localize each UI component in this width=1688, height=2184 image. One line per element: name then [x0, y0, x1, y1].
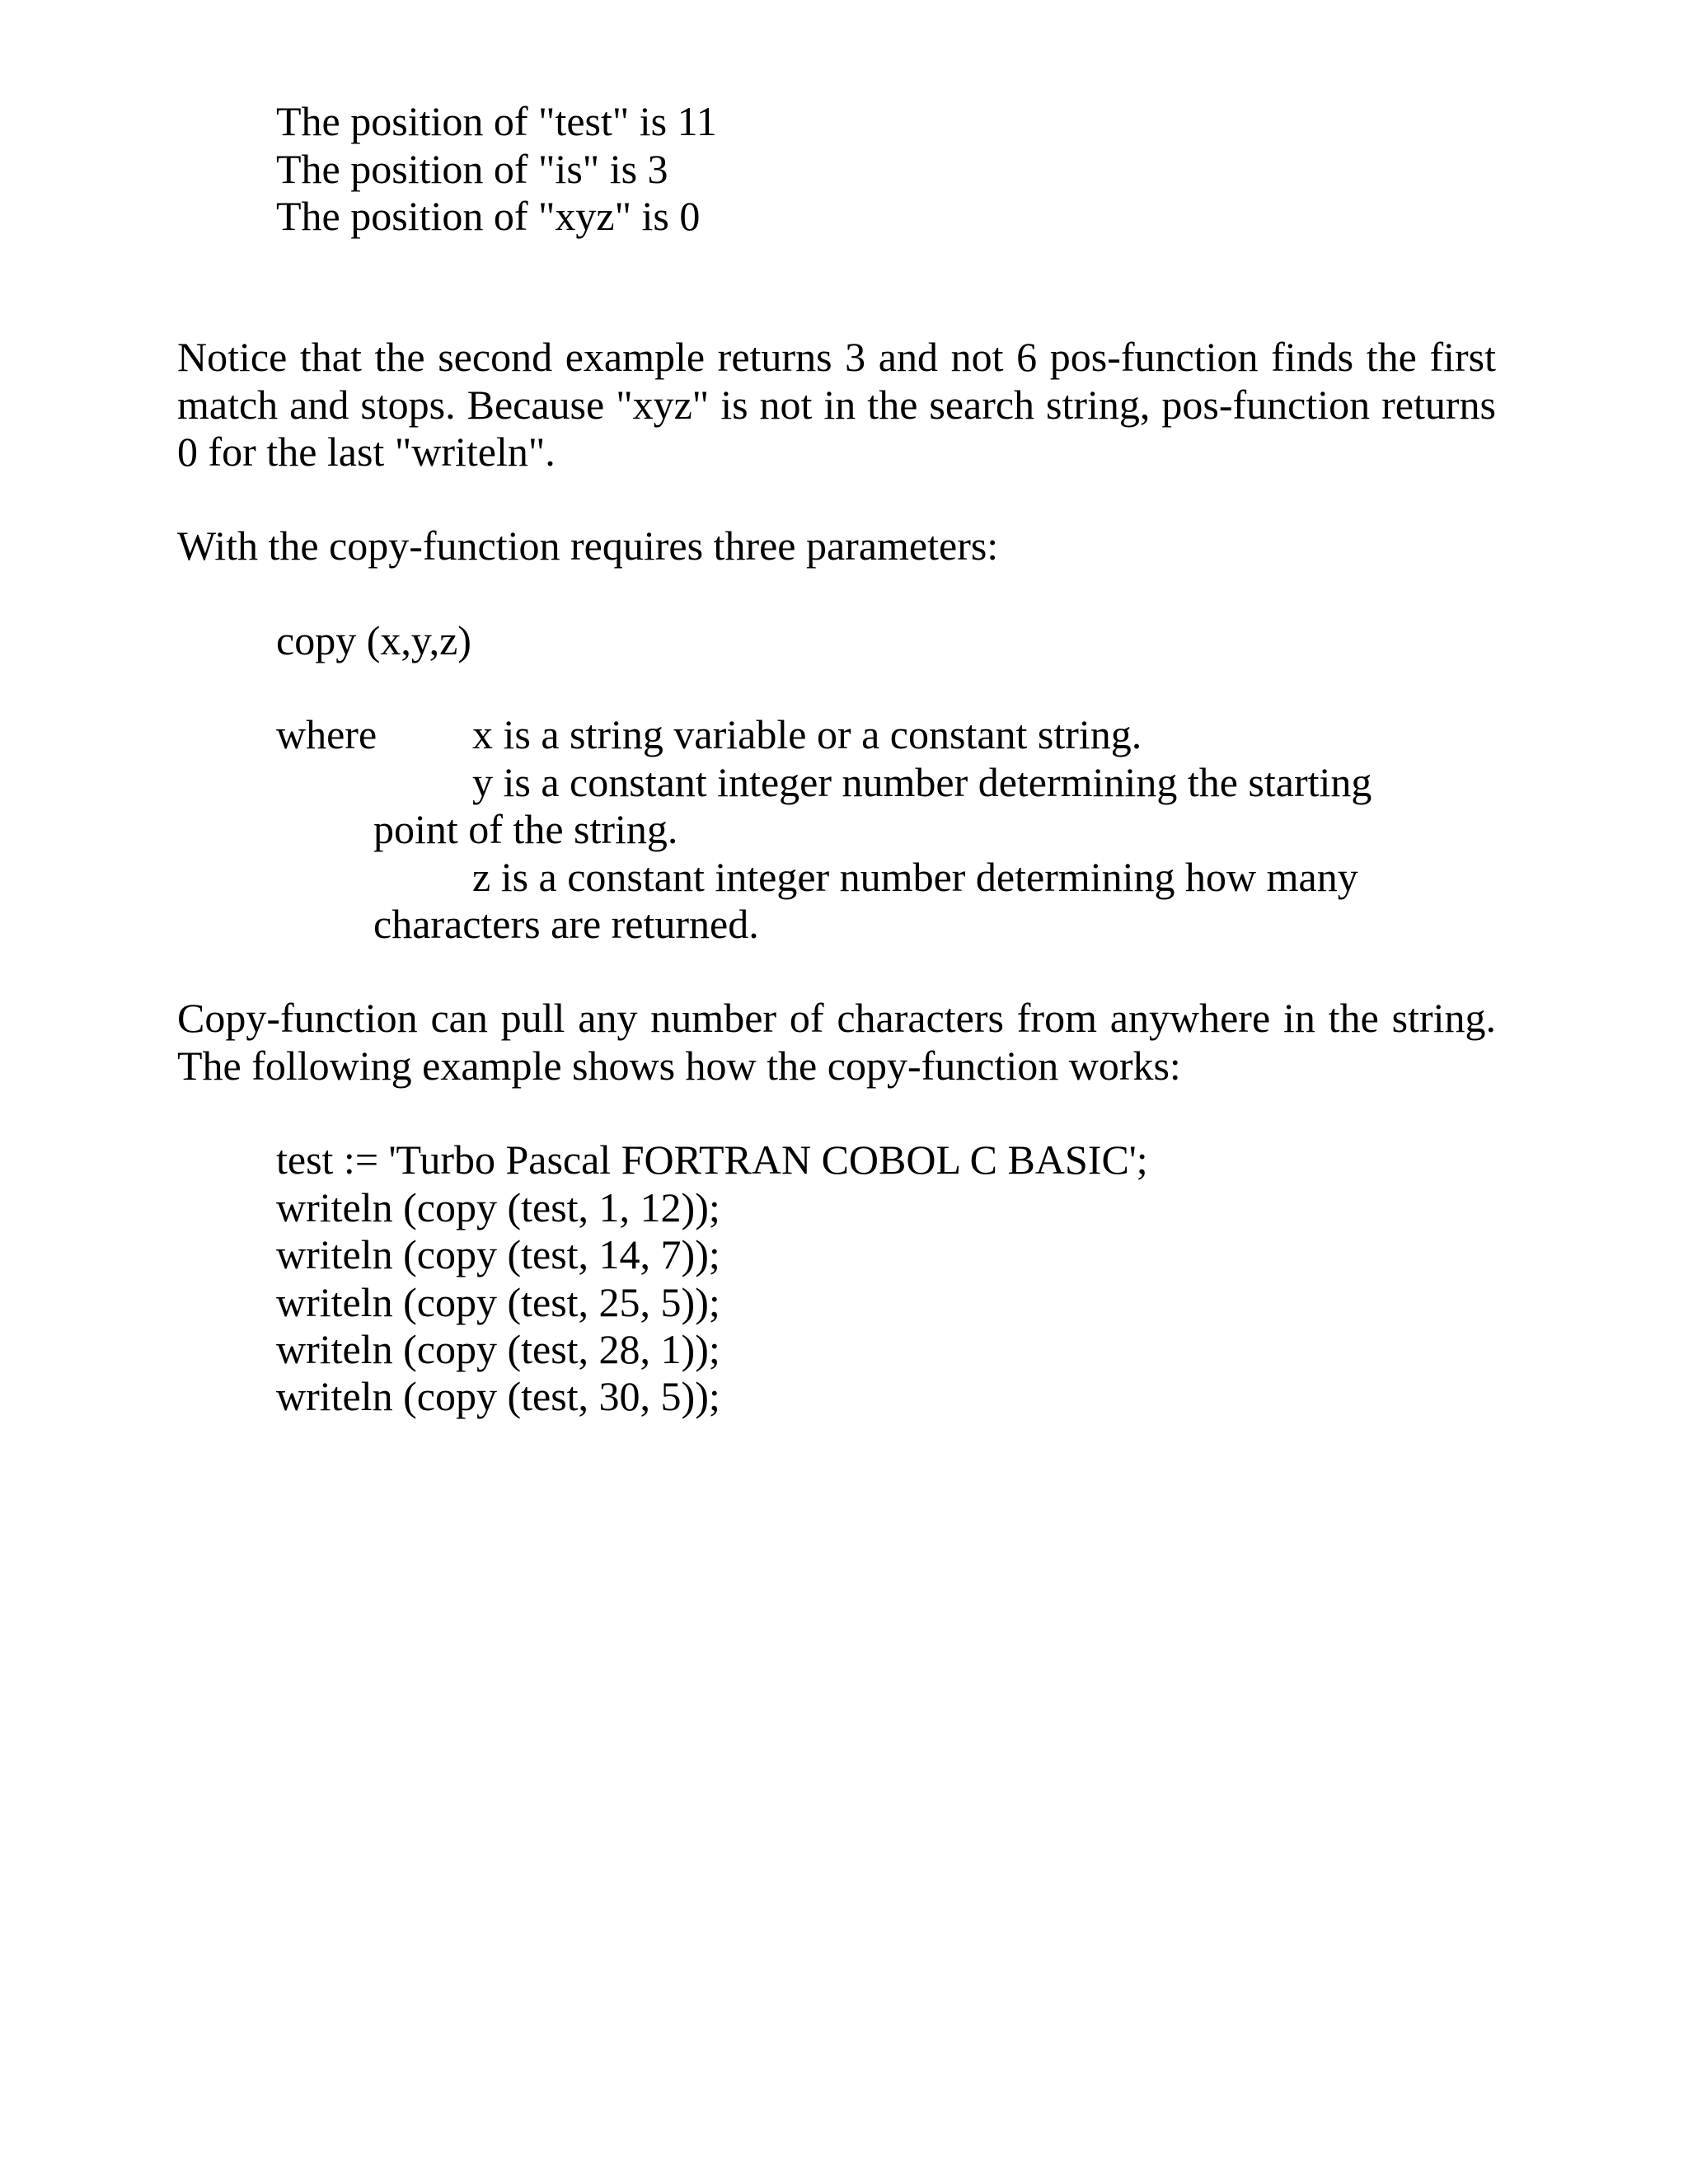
- where-label: where: [276, 711, 377, 757]
- notice-paragraph-line: Notice that the second example returns 3 and not 6 pos-function finds the first: [177, 334, 1496, 380]
- notice-paragraph-line: match and stops. Because "xyz" is not in the search string, pos-function returns: [177, 382, 1496, 428]
- code-line: writeln (copy (test, 14, 7));: [276, 1231, 720, 1277]
- position-result-line: The position of "xyz" is 0: [276, 193, 701, 239]
- code-line: writeln (copy (test, 28, 1));: [276, 1326, 720, 1372]
- code-line: test := 'Turbo Pascal FORTRAN COBOL C BASIC';: [276, 1137, 1148, 1183]
- copy-signature: copy (x,y,z): [276, 617, 471, 663]
- position-result-line: The position of "test" is 11: [276, 98, 717, 144]
- y-parameter-description-continued: point of the string.: [373, 806, 678, 852]
- notice-paragraph-line: 0 for the last "writeln".: [177, 429, 556, 475]
- code-line: writeln (copy (test, 30, 5));: [276, 1373, 720, 1419]
- code-line: writeln (copy (test, 1, 12));: [276, 1184, 720, 1230]
- z-parameter-description: z is a constant integer number determining how many: [472, 854, 1358, 900]
- z-parameter-description-continued: characters are returned.: [373, 901, 759, 947]
- position-result-line: The position of "is" is 3: [276, 146, 668, 192]
- code-line: writeln (copy (test, 25, 5));: [276, 1279, 720, 1325]
- x-parameter-description: x is a string variable or a constant string.: [472, 711, 1142, 757]
- copy-paragraph-line: Copy-function can pull any number of characters from anywhere in the string.: [177, 995, 1496, 1041]
- copy-intro: With the copy-function requires three parameters:: [177, 523, 999, 569]
- copy-paragraph-line: The following example shows how the copy-function works:: [177, 1043, 1181, 1089]
- y-parameter-description: y is a constant integer number determining the starting: [472, 759, 1372, 805]
